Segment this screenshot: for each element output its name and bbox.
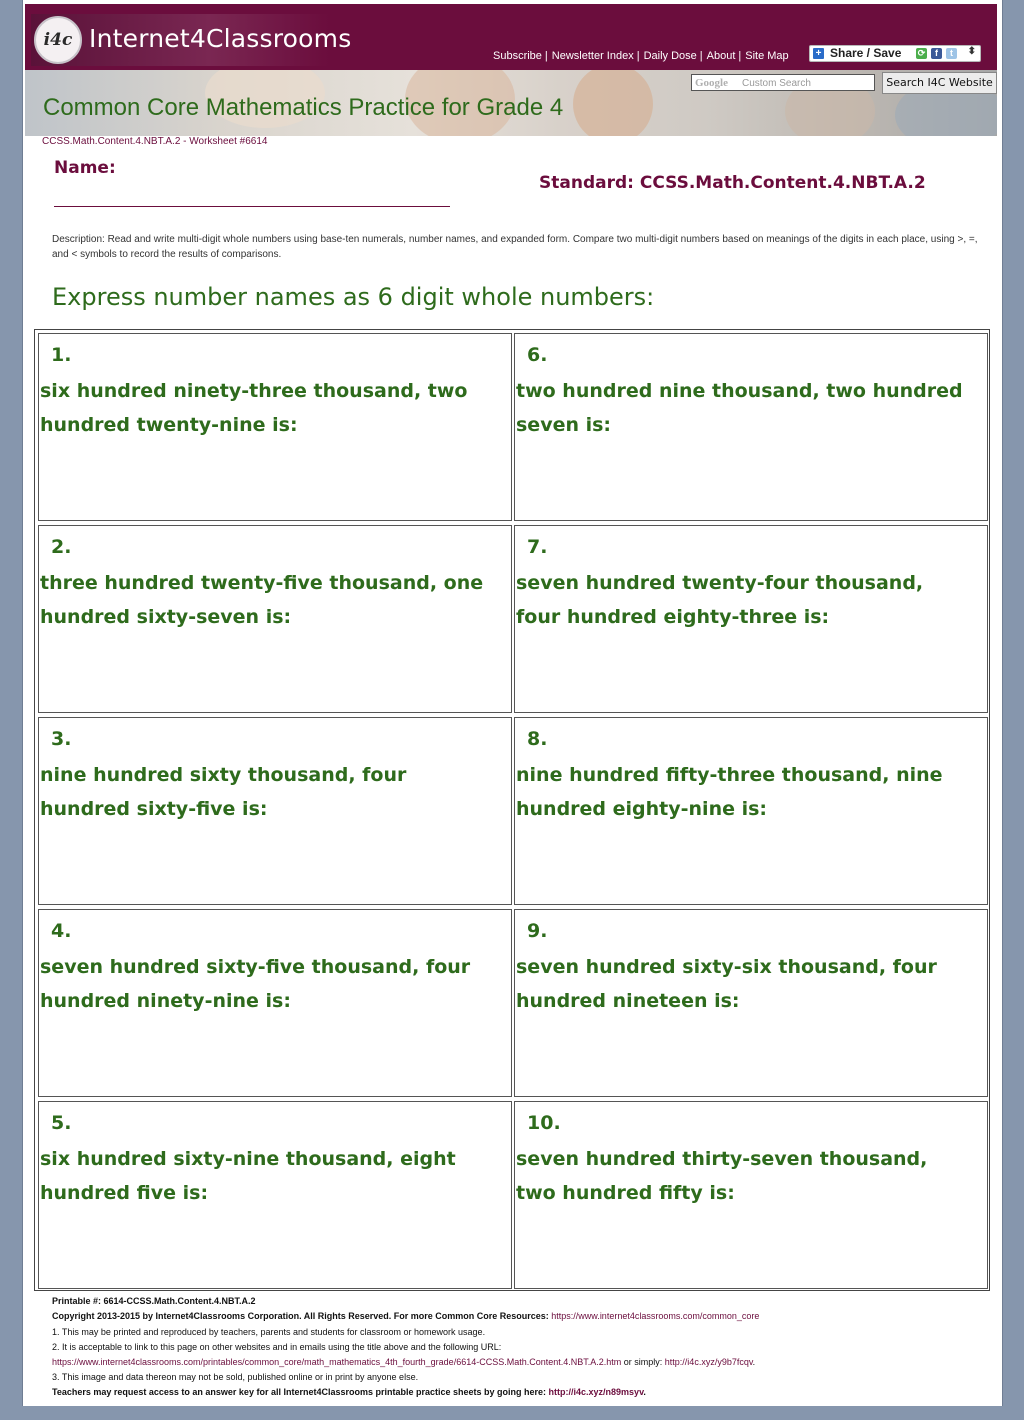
- question-number: 2.: [51, 536, 72, 558]
- banner: [25, 70, 997, 136]
- breadcrumb: CCSS.Math.Content.4.NBT.A.2 - Worksheet #6614: [42, 136, 268, 147]
- logo-badge-text: i4c: [43, 30, 73, 50]
- nav-separator: |: [738, 50, 742, 62]
- top-nav: [493, 50, 789, 66]
- nav-separator: |: [544, 50, 548, 62]
- question-grid: [34, 329, 990, 1291]
- footer-copyright: [52, 1311, 759, 1321]
- question-number: 8.: [527, 728, 548, 750]
- question-text: seven hundred sixty-five thousand, four hundred ninety-nine is:: [40, 956, 471, 1012]
- facebook-icon[interactable]: f: [931, 48, 942, 59]
- site-header: [25, 4, 997, 70]
- standard-label: Standard: CCSS.Math.Content.4.NBT.A.2: [539, 173, 926, 193]
- question-cell[interactable]: [514, 333, 988, 521]
- search-button[interactable]: Search I4C Website: [882, 72, 997, 94]
- chevron-updown-icon[interactable]: ⬍: [967, 46, 976, 57]
- name-line[interactable]: [54, 206, 450, 207]
- footer-or-text: or simply:: [621, 1357, 665, 1367]
- common-core-link[interactable]: https://www.internet4classrooms.com/common_core: [551, 1311, 760, 1321]
- question-text: nine hundred sixty thousand, four hundred sixty-five is:: [40, 764, 407, 820]
- nav-site-map[interactable]: Site Map: [745, 50, 789, 62]
- question-cell[interactable]: [38, 525, 512, 713]
- question-number: 6.: [527, 344, 548, 366]
- search-placeholder: Custom Search: [742, 78, 811, 89]
- question-number: 10.: [527, 1112, 561, 1134]
- worksheet-url-link[interactable]: https://www.internet4classrooms.com/printables/common_core/math_mathematics_4th_fourth_grade/6614-CCSS.Math.Content.4.NBT.A.2.htm: [52, 1357, 622, 1367]
- instruction-heading: Express number names as 6 digit whole numbers:: [52, 283, 655, 311]
- question-cell[interactable]: [38, 909, 512, 1097]
- nav-daily-dose[interactable]: Daily Dose: [643, 50, 697, 62]
- description: Description: Read and write multi-digit whole numbers using base-ten numerals, number names, and expanded form. Compare two multi-digit numbers based on meanings of the digits in each place, using >, =, and < symbols to record the results of comparisons.: [52, 234, 978, 260]
- question-cell[interactable]: [514, 525, 988, 713]
- footer-answer-key: [52, 1387, 646, 1397]
- banner-photo-shape: [573, 70, 653, 136]
- plus-icon: +: [813, 48, 824, 59]
- question-cell[interactable]: [38, 333, 512, 521]
- footer-url-line: [52, 1357, 755, 1367]
- logo-badge-icon: [34, 16, 82, 64]
- logo-text: Internet4Classrooms: [89, 24, 352, 53]
- footer-note-1: 1. This may be printed and reproduced by teachers, parents and students for classroom or homework usage.: [52, 1327, 486, 1337]
- question-number: 5.: [51, 1112, 72, 1134]
- twitter-icon[interactable]: t: [946, 48, 957, 59]
- footer-printable: Printable #: 6614-CCSS.Math.Content.4.NBT.A.2: [52, 1296, 256, 1306]
- question-cell[interactable]: [514, 717, 988, 905]
- nav-subscribe[interactable]: Subscribe: [493, 50, 542, 62]
- question-cell[interactable]: [38, 1101, 512, 1289]
- nav-separator: |: [636, 50, 640, 62]
- share-save-button[interactable]: [809, 45, 981, 62]
- share-green-icon[interactable]: ⟳: [917, 48, 926, 58]
- answer-key-link[interactable]: http://i4c.xyz/n89msyv: [548, 1387, 644, 1397]
- short-url-link[interactable]: http://i4c.xyz/y9b7fcqv: [664, 1357, 753, 1367]
- google-logo: Google: [695, 77, 728, 89]
- footer-note-2: 2. It is acceptable to link to this page on other websites and in emails using the title above and the following URL:: [52, 1342, 502, 1352]
- question-cell[interactable]: [514, 1101, 988, 1289]
- name-label: Name:: [54, 158, 116, 178]
- footer-period: .: [752, 1357, 756, 1367]
- footer-note-3: 3. This image and data thereon may not be sold, published online or in print by anyone else.: [52, 1372, 419, 1382]
- nav-newsletter-index[interactable]: Newsletter Index: [551, 50, 634, 62]
- nav-separator: |: [699, 50, 703, 62]
- question-number: 4.: [51, 920, 72, 942]
- question-text: nine hundred fifty-three thousand, nine hundred eighty-nine is:: [516, 764, 943, 820]
- footer-period: .: [643, 1387, 646, 1397]
- question-text: two hundred nine thousand, two hundred seven is:: [516, 380, 963, 436]
- question-number: 9.: [527, 920, 548, 942]
- question-text: three hundred twenty-five thousand, one hundred sixty-seven is:: [40, 572, 484, 628]
- share-save-label: Share / Save: [830, 46, 902, 60]
- question-cell[interactable]: [514, 909, 988, 1097]
- page: [22, 0, 1003, 1406]
- page-title: Common Core Mathematics Practice for Grade 4: [43, 94, 564, 121]
- nav-about[interactable]: About: [706, 50, 736, 62]
- question-text: seven hundred twenty-four thousand, four hundred eighty-three is:: [516, 572, 924, 628]
- question-text: seven hundred sixty-six thousand, four hundred nineteen is:: [516, 956, 937, 1012]
- question-text: six hundred ninety-three thousand, two hundred twenty-nine is:: [40, 380, 468, 436]
- question-text: six hundred sixty-nine thousand, eight hundred five is:: [40, 1148, 456, 1204]
- search-input[interactable]: [691, 74, 875, 91]
- question-cell[interactable]: [38, 717, 512, 905]
- footer-copyright-text: Copyright 2013-2015 by Internet4Classrooms Corporation. All Rights Reserved. For more Common Core Resources:: [52, 1311, 552, 1321]
- footer-answer-key-text: Teachers may request access to an answer key for all Internet4Classrooms printable practice sheets by going here:: [52, 1387, 549, 1397]
- question-number: 3.: [51, 728, 72, 750]
- question-text: seven hundred thirty-seven thousand, two hundred fifty is:: [516, 1148, 928, 1204]
- site-logo[interactable]: [31, 14, 352, 66]
- question-number: 1.: [51, 344, 72, 366]
- question-number: 7.: [527, 536, 548, 558]
